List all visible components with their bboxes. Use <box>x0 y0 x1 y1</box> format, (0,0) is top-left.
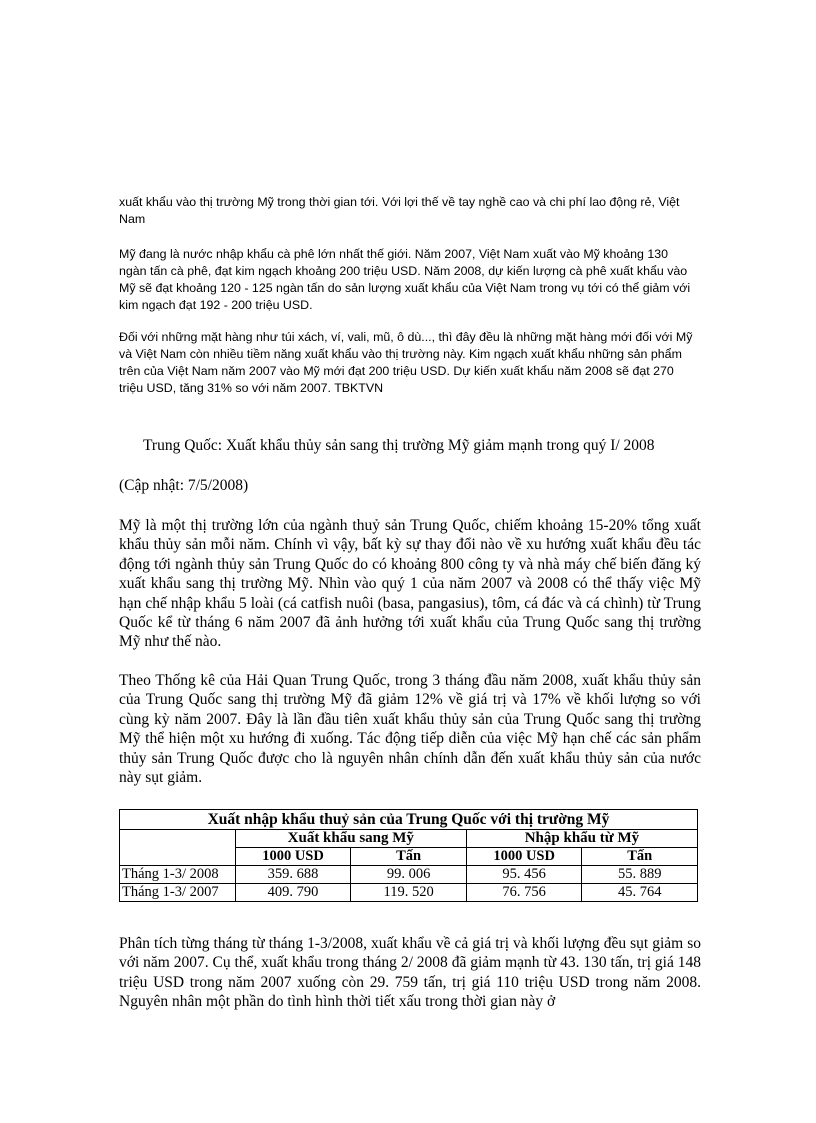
export-ton-cell: 119. 520 <box>351 884 467 902</box>
row-label: Tháng 1-3/ 2007 <box>120 884 236 902</box>
market-paragraph: Mỹ là một thị trường lớn của ngành thuỷ sản Trung Quốc, chiếm khoảng 15-20% tổng xuất khẩu thủy sản mỗi năm. Chính vì vậy, bất kỳ sự thay đổi nào về xu hướng xuất khẩu đều tác động tới ngành thủy sản Trung Quốc do có khoảng 800 công ty và nhà máy chế biến đăng ký xuất khẩu sang thị trường Mỹ. Nhìn vào quý 1 của năm 2007 và 2008 có thể thấy việc Mỹ hạn chế nhập khẩu 5 loài (cá catfish nuôi (basa, pangasius), tôm, cá đác và cá chình) từ Trung Quốc kể từ tháng 6 năm 2007 đã ảnh hưởng tới xuất khẩu của Trung Quốc sang thị trường Mỹ như thế nào. <box>119 517 701 651</box>
coffee-paragraph: Mỹ đang là nước nhập khẩu cà phê lớn nhất thế giới. Năm 2007, Việt Nam xuất vào Mỹ khoảng 130 ngàn tấn cà phê, đạt kim ngạch khoảng 200 triệu USD. Năm 2008, dự kiến lượng cà phê xuất khẩu vào Mỹ sẽ đạt khoảng 120 - 125 ngàn tấn do sản lượng xuất khẩu của Việt Nam trong vụ tới có thể giảm với kim ngạch đạt 192 - 200 triệu USD. <box>119 247 691 312</box>
table-caption: Xuất nhập khẩu thuỷ sản của Trung Quốc với thị trường Mỹ <box>120 810 698 830</box>
table-row <box>120 866 698 884</box>
import-ton-cell: 55. 889 <box>582 866 698 884</box>
row-label: Tháng 1-3/ 2008 <box>120 866 236 884</box>
stats-paragraph: Theo Thống kê của Hải Quan Trung Quốc, trong 3 tháng đầu năm 2008, xuất khẩu thủy sản của Trung Quốc sang thị trường Mỹ đã giảm 12% về giá trị và 17% về khối lượng so với cùng kỳ năm 2007. Đây là lần đầu tiên xuất khẩu thủy sản của Trung Quốc sang thị trường Mỹ thể hiện một xu hướng đi xuống. Tác động tiếp diễn của việc Mỹ hạn chế các sản phẩm thủy sản Trung Quốc được cho là nguyên nhân chính dẫn đến xuất khẩu thủy sản của nước này sụt giảm. <box>119 672 701 787</box>
seafood-trade-table <box>119 809 698 902</box>
update-date: (Cập nhật: 7/5/2008) <box>119 477 249 494</box>
import-ton-header: Tấn <box>582 848 698 866</box>
import-ton-cell: 45. 764 <box>582 884 698 902</box>
table-row <box>120 884 698 902</box>
export-usd-cell: 359. 688 <box>235 866 351 884</box>
import-group-header: Nhập khẩu từ Mỹ <box>466 830 697 848</box>
import-usd-header: 1000 USD <box>466 848 582 866</box>
intro-paragraph: xuất khẩu vào thị trường Mỹ trong thời gian tới. Với lợi thế về tay nghề cao và chi phí lao động rẻ, Việt Nam <box>119 195 680 226</box>
export-group-header: Xuất khẩu sang Mỹ <box>235 830 466 848</box>
article-title: Trung Quốc: Xuất khẩu thủy sản sang thị trường Mỹ giảm mạnh trong quý I/ 2008 <box>143 437 655 454</box>
export-ton-cell: 99. 006 <box>351 866 467 884</box>
analysis-paragraph: Phân tích từng tháng từ tháng 1-3/2008, xuất khẩu về cả giá trị và khối lượng đều sụt giảm so với năm 2007. Cụ thể, xuất khẩu trong tháng 2/ 2008 đã giảm mạnh từ 43. 130 tấn, trị giá 148 triệu USD trong năm 2007 xuống còn 29. 759 tấn, trị giá 110 triệu USD trong năm 2008. Nguyên nhân một phần do tình hình thời tiết xấu trong thời gian này ở <box>119 935 701 1011</box>
bags-paragraph: Đối với những mặt hàng như túi xách, ví, vali, mũ, ô dù..., thì đây đều là những mặt hàng mới đối với Mỹ và Việt Nam còn nhiều tiềm năng xuất khẩu vào thị trường này. Kim ngạch xuất khẩu những sản phẩm trên của Việt Nam năm 2007 vào Mỹ mới đạt 200 triệu USD. Dự kiến xuất khẩu năm 2008 sẽ đạt 270 triệu USD, tăng 31% so với năm 2007. TBKTVN <box>119 330 693 395</box>
export-usd-cell: 409. 790 <box>235 884 351 902</box>
import-usd-cell: 76. 756 <box>466 884 582 902</box>
table-corner-cell <box>120 830 236 866</box>
export-ton-header: Tấn <box>351 848 467 866</box>
export-usd-header: 1000 USD <box>235 848 351 866</box>
import-usd-cell: 95. 456 <box>466 866 582 884</box>
